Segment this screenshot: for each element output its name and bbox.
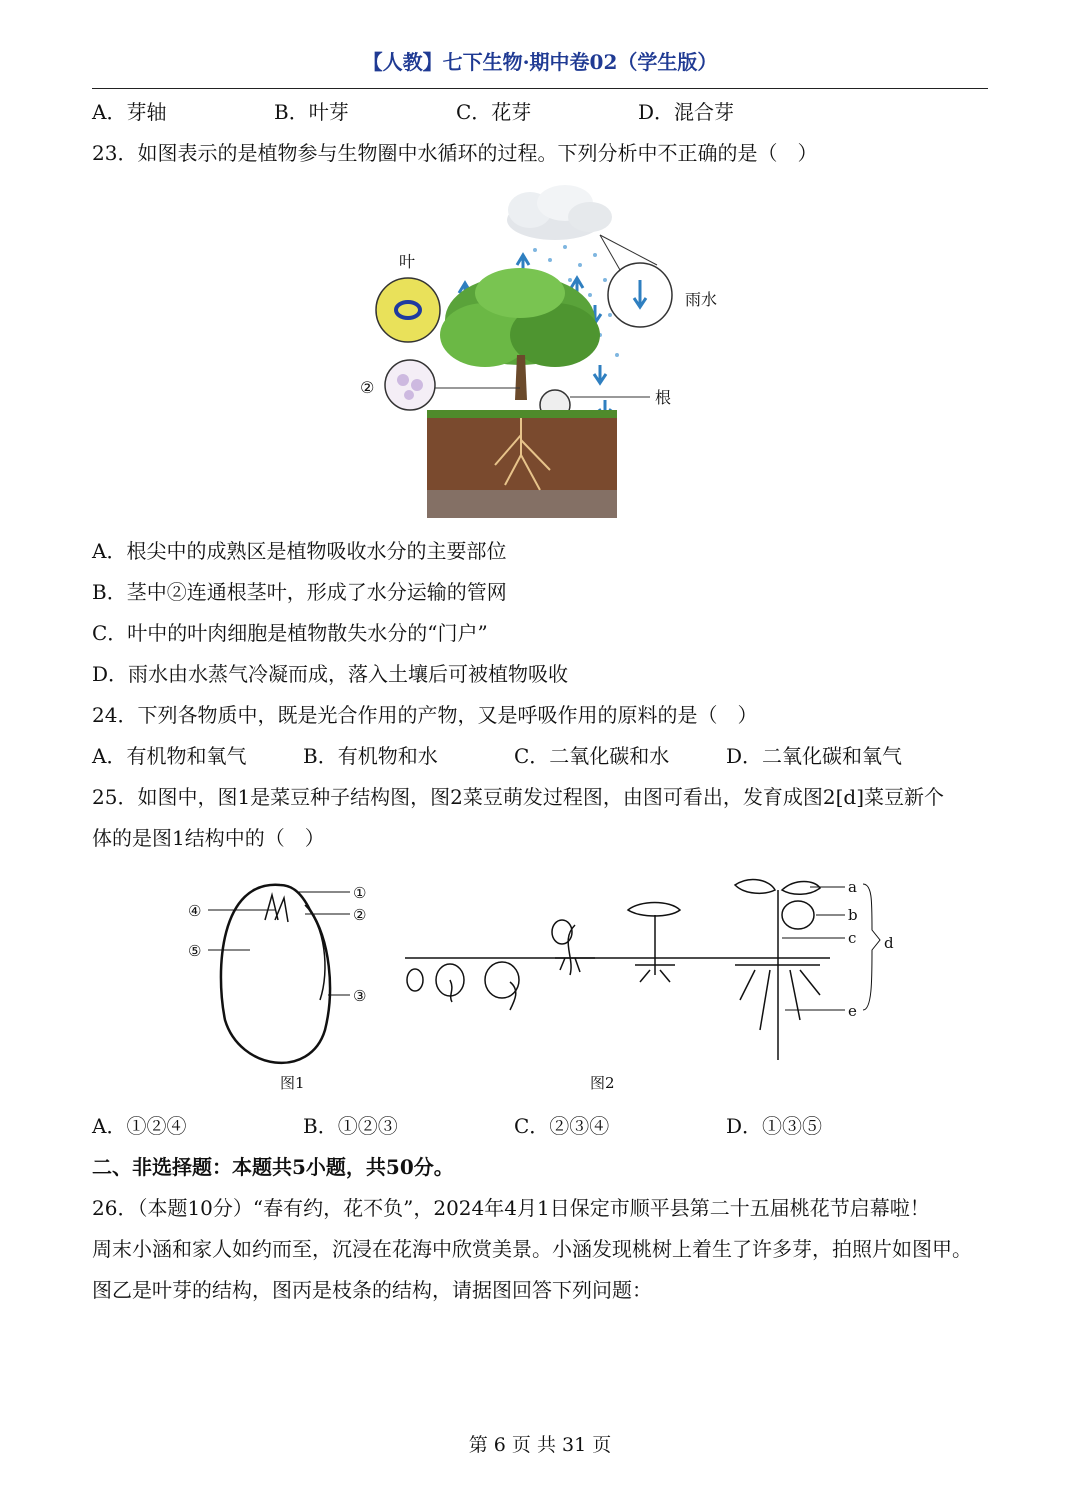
section2-heading: 二、非选择题：本题共5小题，共50分。 xyxy=(92,1155,454,1179)
q25-option-a: A．①②④ xyxy=(92,1114,187,1138)
cloud-icon xyxy=(507,185,612,240)
q23-stem: 23．如图表示的是植物参与生物圈中水循环的过程。下列分析中不正确的是（ ） xyxy=(92,141,818,165)
q23-option-a: A．根尖中的成熟区是植物吸收水分的主要部位 xyxy=(92,539,507,563)
water-cycle-figure xyxy=(355,185,725,520)
page-number-footer: 第 6 页 共 31 页 xyxy=(468,1434,612,1456)
q22-option-b: B．叶芽 xyxy=(274,100,349,124)
fig1-marker-5: ⑤ xyxy=(188,942,202,960)
fig2-label-c: c xyxy=(848,929,857,947)
fig2-label-d: d xyxy=(884,934,894,952)
q23-option-c: C．叶中的叶肉细胞是植物散失水分的“门户” xyxy=(92,621,488,645)
germination-stages xyxy=(407,880,820,1060)
root-label: 根 xyxy=(655,388,672,407)
rain-label: 雨水 xyxy=(685,290,718,309)
q22-option-d: D．混合芽 xyxy=(638,100,735,124)
q26-line1: 26．（本题10分）“春有约，花不负”，2024年4月1日保定市顺平县第二十五届桃花节启幕啦！ xyxy=(92,1196,930,1220)
fig2-caption: 图2 xyxy=(590,1074,615,1092)
fig1-marker-3: ③ xyxy=(353,987,367,1005)
q25-stem-line2: 体的是图1结构中的（ ） xyxy=(92,826,325,850)
fig2-label-b: b xyxy=(848,906,858,924)
header-divider xyxy=(92,88,988,89)
q26-line3: 图乙是叶芽的结构，图丙是枝条的结构，请据图回答下列问题： xyxy=(92,1278,652,1302)
q24-option-a: A．有机物和氧气 xyxy=(92,744,247,768)
bean-seed-diagram xyxy=(221,885,330,1063)
q26-line2: 周末小涵和家人如约而至，沉浸在花海中欣赏美景。小涵发现桃树上着生了许多芽，拍照片如图甲。 xyxy=(92,1237,972,1261)
q22-option-c: C．花芽 xyxy=(456,100,532,124)
page-header-title: 【人教】七下生物·期中卷02（学生版） xyxy=(362,50,718,74)
q24-stem: 24．下列各物质中，既是光合作用的产物，又是呼吸作用的原料的是（ ） xyxy=(92,703,758,727)
q24-option-b: B．有机物和水 xyxy=(303,744,438,768)
tree-trunk xyxy=(515,355,527,400)
q25-stem-line1: 25．如图中，图1是菜豆种子结构图，图2菜豆萌发过程图，由图可看出，发育成图2[d]菜豆新个 xyxy=(92,785,945,809)
fig1-marker-4: ④ xyxy=(188,902,202,920)
q25-option-b: B．①②③ xyxy=(303,1114,398,1138)
q23-option-d: D．雨水由水蒸气冷凝而成，落入土壤后可被植物吸收 xyxy=(92,662,569,686)
q25-option-d: D．①③⑤ xyxy=(726,1114,823,1138)
bean-seed-figure xyxy=(180,870,900,1100)
q23-option-b: B．茎中②连通根茎叶，形成了水分运输的管网 xyxy=(92,580,507,604)
q25-option-c: C．②③④ xyxy=(514,1114,610,1138)
q24-option-d: D．二氧化碳和氧气 xyxy=(726,744,903,768)
fig1-marker-1: ① xyxy=(353,884,367,902)
leaf-label: 叶 xyxy=(398,252,416,271)
fig1-caption: 图1 xyxy=(280,1074,305,1092)
fig2-label-e: e xyxy=(848,1002,857,1020)
fig2-label-a: a xyxy=(848,878,857,896)
q24-option-c: C．二氧化碳和水 xyxy=(514,744,670,768)
q22-option-a: A．芽轴 xyxy=(92,100,167,124)
stem-zoom-circle xyxy=(385,360,435,410)
stem-marker-label: ② xyxy=(360,378,375,397)
fig1-marker-2: ② xyxy=(353,906,367,924)
leaf-zoom-circle xyxy=(376,278,440,342)
